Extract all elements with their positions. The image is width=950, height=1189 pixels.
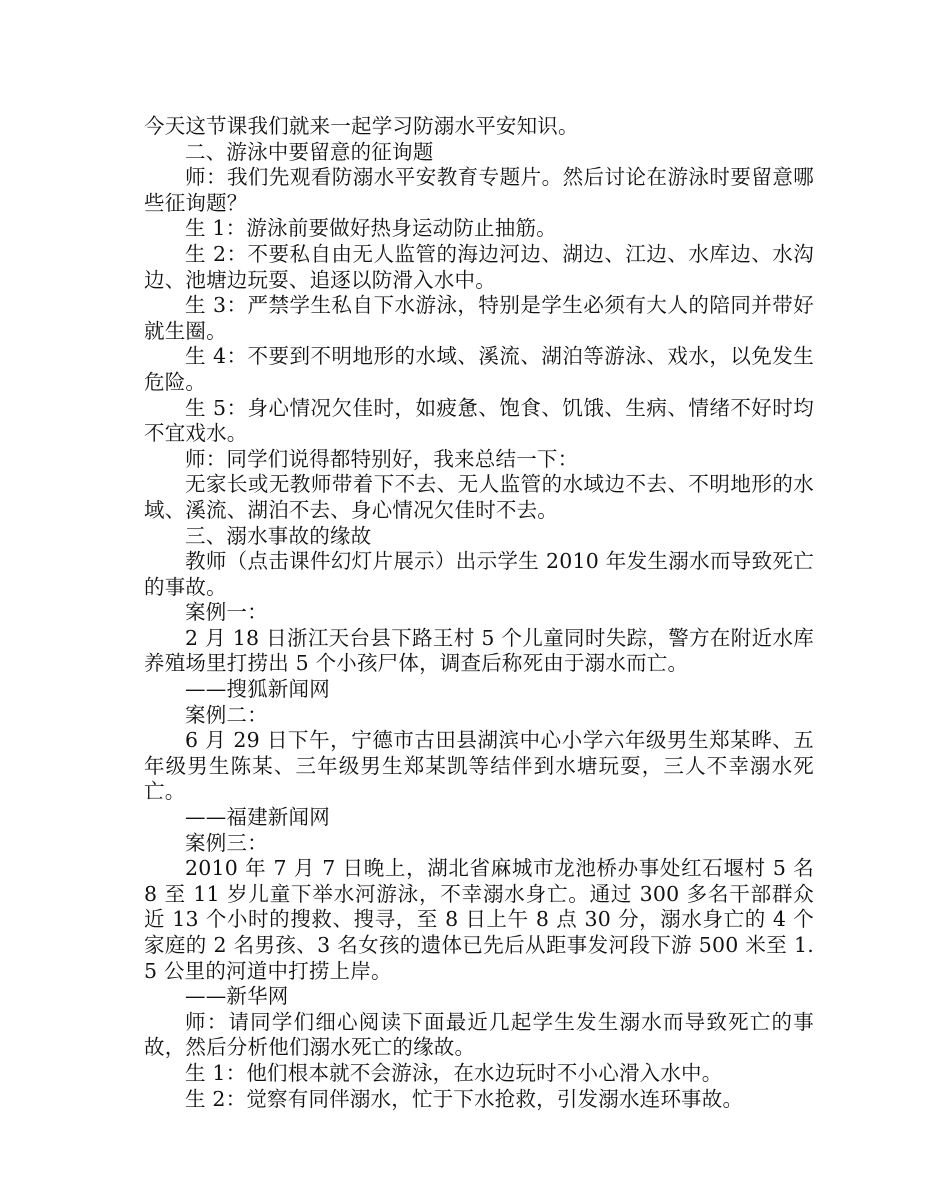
case-1-heading: 案例一：: [185, 600, 268, 625]
case-2-source: ——福建新闻网: [185, 805, 330, 830]
teacher-analysis-prompt: 师：请同学们细心阅读下面最近几起学生发生溺水而导致死亡的事故，然后分析他们溺水死亡的缘故。: [144, 1009, 814, 1060]
section-heading-3: 三、溺水事故的缘故: [185, 523, 372, 548]
case-2-heading: 案例二：: [185, 702, 268, 727]
teacher-question: 师：我们先观看防溺水平安教育专题片。然后讨论在游泳时要留意哪些征询题？: [144, 165, 814, 215]
case-3-heading: 案例三：: [185, 830, 268, 855]
student-answer-2: 生 2：不要私自由无人监管的海边河边、湖边、江边、水库边、水沟边、池塘边玩耍、追逐以防滑入水中。: [144, 241, 814, 292]
student-answer-4: 生 4：不要到不明地形的水域、溪流、湖泊等游泳、戏水，以免发生危险。: [144, 344, 814, 394]
student-answer-3: 生 3：严禁学生私自下水游泳，特别是学生必须有大人的陪同并带好就生圈。: [144, 293, 814, 343]
section-heading-2: 二、游泳中要留意的征询题: [185, 139, 434, 164]
case-3-text: 2010 年 7 月 7 日晚上，湖北省麻城市龙池桥办事处红石堰村 5 名 8 至 11 岁儿童下举水河游泳，不幸溺水身亡。通过 300 多名干部群众近 13 个小时的搜救、搜寻，至 8 日上午 8 点 30 分，溺水身亡的 4 个家庭的 2 名男孩、3 名女孩的遗体已先后从距事发河段下游 500 米至 1.5 公里的河道中打捞上岸。: [144, 856, 814, 983]
case-2-text: 6 月 29 日下午，宁德市古田县湖滨中心小学六年级男生郑某晔、五年级男生陈某、三年级男生郑某凯等结伴到水塘玩耍，三人不幸溺水死亡。: [144, 728, 814, 804]
student-answer-1: 生 1：游泳前要做好热身运动防止抽筋。: [185, 216, 557, 241]
student-reason-2: 生 2：觉察有同伴溺水，忙于下水抢救，引发溺水连环事故。: [185, 1086, 744, 1111]
teacher-summary: 无家长或无教师带着下不去、无人监管的水域边不去、不明地形的水域、溪流、湖泊不去、身心情况欠佳时不去。: [144, 472, 814, 522]
document-page: [144, 114, 814, 1112]
intro-line: 今天这节课我们就来一起学习防溺水平安知识。: [144, 114, 579, 138]
teacher-summary-intro: 师：同学们说得都特别好，我来总结一下：: [185, 446, 579, 471]
case-1-text: 2 月 18 日浙江天台县下路王村 5 个儿童同时失踪，警方在附近水库养殖场里打捞出 5 个小孩尸体，调查后称死由于溺水而亡。: [144, 625, 814, 676]
student-reason-1: 生 1：他们根本就不会游泳，在水边玩时不小心滑入水中。: [185, 1060, 723, 1085]
teacher-slides: 教师（点击课件幻灯片展示）出示学生 2010 年发生溺水而导致死亡的事故。: [144, 549, 814, 599]
case-1-source: ——搜狐新闻网: [185, 677, 330, 702]
student-answer-5: 生 5：身心情况欠佳时，如疲惫、饱食、饥饿、生病、情绪不好时均不宜戏水。: [144, 395, 814, 446]
case-3-source: ——新华网: [185, 984, 289, 1009]
